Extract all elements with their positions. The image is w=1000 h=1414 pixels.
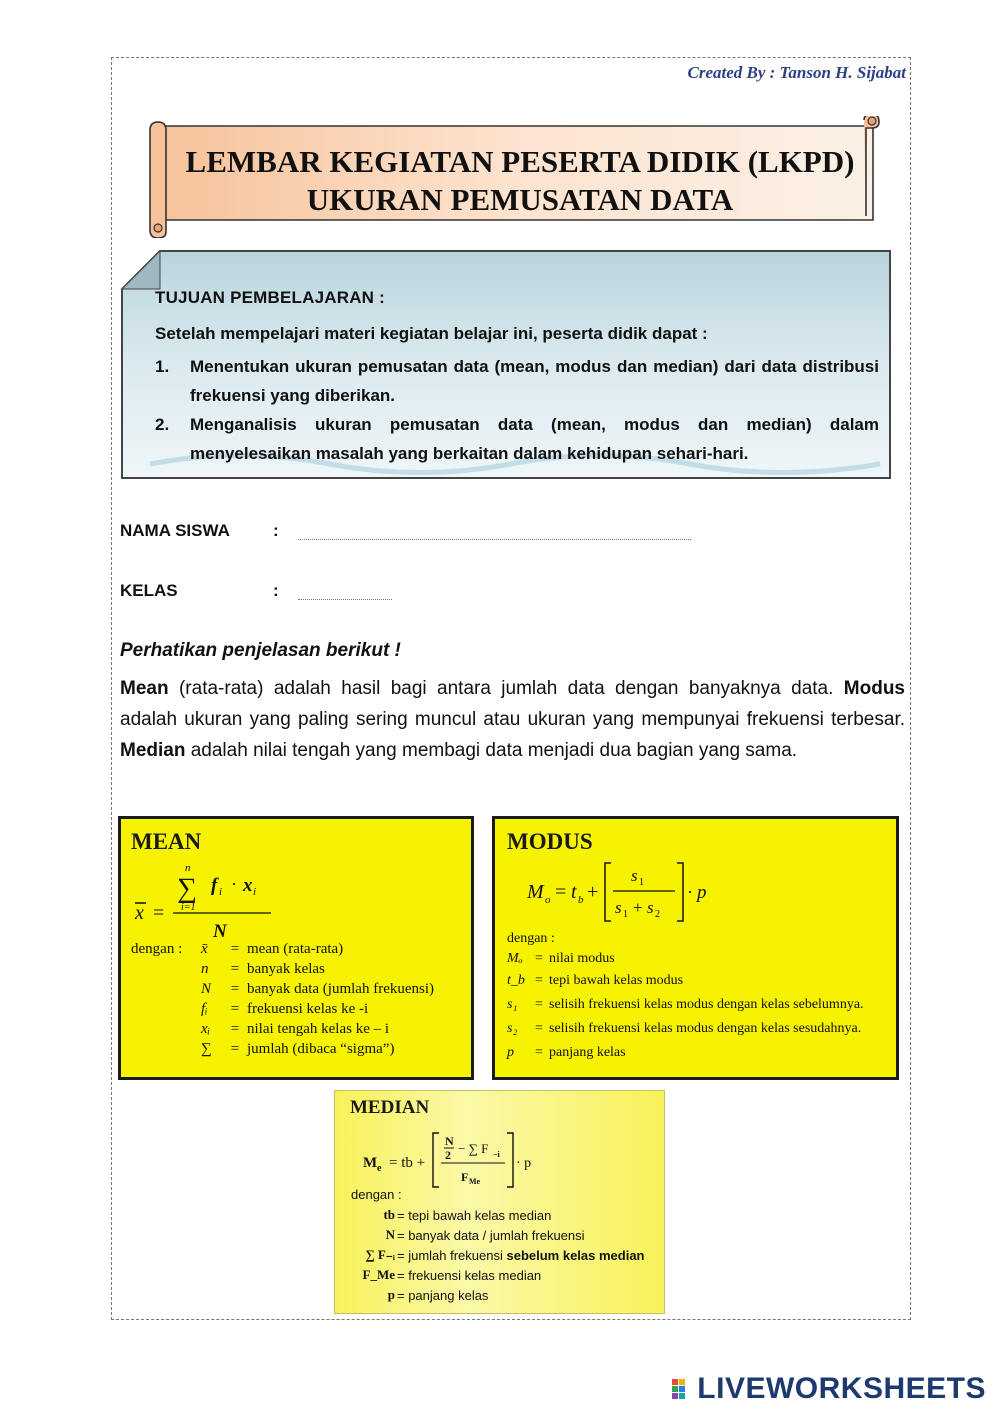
def-description: banyak data (jumlah frekuensi) [247,980,435,997]
goal-number: 2. [155,415,170,434]
svg-text:N: N [445,1134,454,1148]
svg-text:− ∑ F: − ∑ F [458,1141,489,1156]
svg-text:M: M [527,881,544,903]
mean-definitions [131,939,471,1059]
def-row [351,1225,666,1245]
svg-text:i=1: i=1 [181,902,196,913]
svg-text:2: 2 [445,1148,451,1162]
dengan-label: dengan : [507,931,555,946]
def-symbol: Mₒ [507,951,523,966]
svg-text:=: = [555,881,567,903]
svg-text:∑: ∑ [177,873,197,904]
def-row [507,949,897,969]
def-row [131,959,471,979]
def-description: frekuensi kelas ke -i [247,1000,369,1017]
mean-term: Mean [120,678,169,699]
svg-text:+: + [587,881,599,903]
dengan-label: dengan : [131,940,183,957]
def-symbol: fᵢ [201,1000,208,1017]
def-symbol: n [201,960,209,977]
modus-title: MODUS [507,829,593,854]
def-row [507,993,897,1017]
liveworksheets-icon [671,1377,693,1401]
def-symbol: N [385,1227,395,1242]
svg-text:N: N [213,921,227,942]
def-description: mean (rata-rata) [247,940,344,957]
svg-text:n: n [185,863,191,874]
svg-text:x: x [243,875,253,896]
def-row [131,979,471,999]
median-definitions [351,1187,666,1305]
svg-text:e: e [377,1163,382,1174]
def-description: tepi bawah kelas modus [549,973,684,988]
svg-text:i: i [253,886,257,898]
goal-item [155,410,879,468]
brand-name: LIVEWORKSHEETS [697,1372,986,1405]
def-equals: = [230,1020,240,1037]
mean-definition: (rata-rata) adalah hasil bagi antara jumlah data dengan banyaknya data. [168,678,844,699]
svg-text:= tb +: = tb + [389,1155,426,1171]
goal-item [155,352,879,410]
def-row [131,1019,471,1039]
def-equals: = [230,960,240,977]
median-term: Median [120,740,186,761]
def-equals: = [535,1021,543,1036]
svg-text:· p: · p [516,1156,531,1171]
def-equals: = [535,997,543,1012]
def-description-text: = jumlah frekuensi [397,1247,507,1263]
svg-text:s: s [615,898,622,917]
svg-text:·: · [231,874,237,894]
svg-text:M: M [363,1155,378,1171]
svg-text:F: F [461,1170,469,1184]
modus-term: Modus [843,678,905,699]
def-description: = tepi bawah kelas median [397,1207,552,1223]
student-name-colon: : [273,521,279,540]
def-symbol: N [201,980,212,997]
def-symbol: s₁ [507,997,518,1012]
def-equals: = [535,973,543,988]
author-credit: Created By : Tanson H. Sijabat [687,63,906,82]
svg-text:Me: Me [469,1177,481,1186]
dengan-label: dengan : [351,1187,402,1202]
svg-text:1: 1 [623,909,628,920]
def-description: nilai tengah kelas ke – i [247,1020,390,1037]
def-row [351,1245,666,1265]
modus-definitions [507,931,897,1065]
def-row [507,1041,897,1065]
mean-title: MEAN [131,829,202,854]
goals-heading: TUJUAN PEMBELAJARAN : [155,288,385,307]
student-name-input[interactable] [298,539,691,540]
def-row [131,939,471,959]
svg-text:+: + [633,898,643,917]
def-symbol: xᵢ [201,1020,211,1037]
def-description: jumlah (dibaca “sigma”) [247,1040,395,1057]
liveworksheets-logo[interactable] [671,1372,986,1406]
goal-number: 1. [155,357,170,376]
def-row [351,1285,666,1305]
def-equals: = [535,1045,543,1060]
def-symbol: p [387,1287,395,1302]
def-symbol: x̄ [201,940,208,957]
svg-text:=: = [153,902,165,924]
svg-text:·: · [687,882,693,902]
class-input[interactable] [298,599,392,600]
mean-formula [131,863,301,943]
class-colon: : [273,581,279,600]
def-equals: = [230,940,240,957]
def-description: = panjang kelas [397,1287,489,1303]
svg-text:x: x [135,902,144,924]
def-row [131,999,471,1019]
svg-text:1: 1 [639,877,644,888]
def-description: selisih frekuensi kelas modus dengan kelas sesudahnya. [549,1021,862,1036]
svg-text:−i: −i [493,1150,500,1159]
modus-box [492,816,899,1080]
student-name-label: NAMA SISWA [120,521,230,540]
svg-text:2: 2 [655,909,660,920]
median-title: MEDIAN [350,1097,430,1118]
def-description: panjang kelas [549,1045,626,1060]
median-definition: adalah nilai tengah yang membagi data menjadi dua bagian yang sama. [185,740,798,761]
def-row [351,1205,666,1225]
def-description-emphasis: sebelum kelas median [506,1247,645,1263]
def-symbol: F_Me [362,1267,395,1282]
svg-text:f: f [211,875,218,896]
def-equals: = [230,980,240,997]
median-box [334,1090,665,1314]
def-description [397,1248,645,1263]
def-symbol: ∑ F₋ᵢ [365,1247,395,1262]
svg-text:p: p [697,882,707,903]
goal-text: Menentukan ukuran pemusatan data (mean, modus dan median) dari data distribusi frekuensi yang diberikan. [190,357,879,405]
def-description: = banyak data / jumlah frekuensi [397,1227,585,1243]
mean-box [118,816,474,1080]
page-title [165,143,875,219]
modus-definition: adalah ukuran yang paling sering muncul atau ukuran yang mempunyai frekuensi terbesar. [120,709,905,730]
def-description: selisih frekuensi kelas modus dengan kelas sebelumnya. [549,997,864,1012]
median-formula [361,1131,531,1191]
svg-text:b: b [578,894,584,906]
def-row [351,1265,666,1285]
def-row [507,969,897,993]
def-symbol: tb [383,1207,395,1222]
def-symbol: ∑ [201,1040,212,1057]
svg-text:o: o [545,894,551,906]
def-equals: = [230,1000,240,1017]
def-description: = frekuensi kelas median [397,1267,542,1283]
title-line-2: UKURAN PEMUSATAN DATA [306,182,734,217]
title-line-1: LEMBAR KEGIATAN PESERTA DIDIK (LKPD) [185,144,855,179]
goal-text: Menganalisis ukuran pemusatan data (mean, modus dan median) dalam menyelesaikan masalah yang berkaitan dalam kehidupan sehari-hari. [190,415,879,463]
svg-text:s: s [631,866,638,885]
goals-list [155,352,879,468]
def-description: banyak kelas [247,960,325,977]
def-description: nilai modus [549,951,615,966]
modus-formula [525,859,715,929]
def-row [131,1039,471,1059]
def-equals: = [230,1040,240,1057]
def-row [507,1017,897,1041]
class-label: KELAS [120,581,178,600]
def-symbol: t_b [507,973,525,988]
intro-paragraph [120,673,905,766]
svg-text:i: i [219,886,223,898]
def-symbol: s₂ [507,1021,518,1036]
def-symbol: p [507,1045,514,1060]
goals-intro: Setelah mempelajari materi kegiatan belajar ini, peserta didik dapat : [155,324,708,343]
svg-text:s: s [647,898,654,917]
def-equals: = [535,951,543,966]
intro-heading: Perhatikan penjelasan berikut ! [120,640,401,661]
svg-text:t: t [571,881,577,903]
